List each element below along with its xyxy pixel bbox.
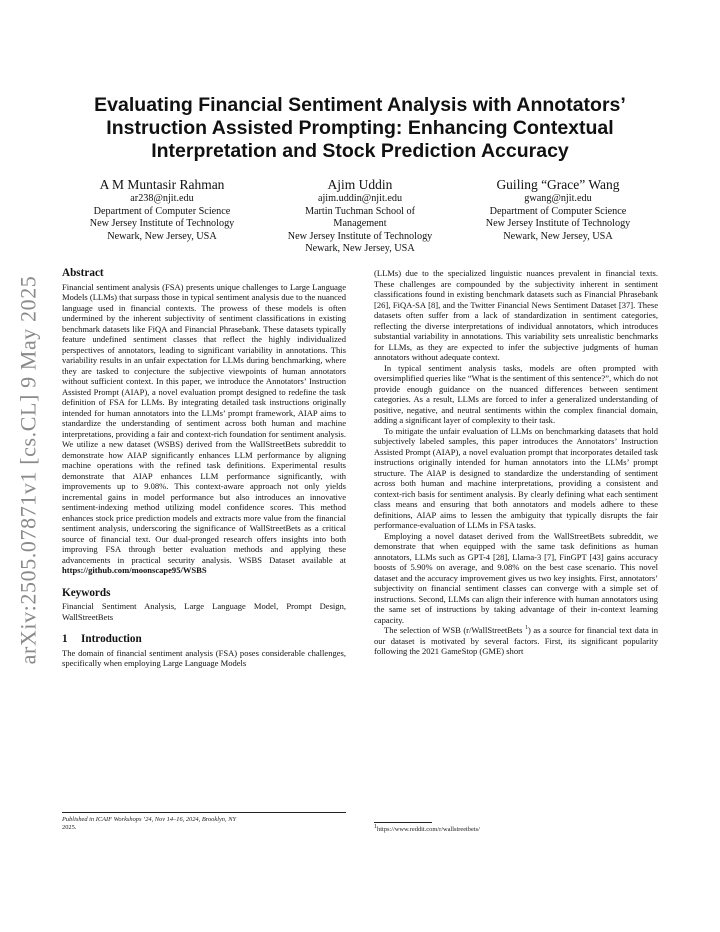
keywords-heading: Keywords xyxy=(62,586,111,599)
title-line: Interpretation and Stock Prediction Accuracy xyxy=(151,140,569,162)
author-email: ajim.uddin@njit.edu xyxy=(317,193,403,204)
abstract-body xyxy=(62,282,346,576)
intro-text: ) as a source for financial text data in our dataset is motivated by several factors. First, its significant popularity following the 2021 GameStop (GME) short xyxy=(374,625,658,656)
paper-title xyxy=(62,94,658,163)
footnote-rule-left xyxy=(62,812,346,813)
author-3 xyxy=(458,176,658,256)
author-affiliation-line: Management xyxy=(333,218,387,229)
author-affiliation-line: New Jersey Institute of Technology xyxy=(89,218,235,229)
author-affiliation-line: Department of Computer Science xyxy=(93,205,231,217)
title-line: Evaluating Financial Sentiment Analysis with Annotators’ xyxy=(94,94,626,116)
author-affiliation-line: New Jersey Institute of Technology xyxy=(287,230,433,242)
author-block xyxy=(62,176,658,256)
footnote-url[interactable]: https://www.reddit.com/r/wallstreetbets/ xyxy=(377,826,480,833)
introduction-heading xyxy=(62,634,346,645)
arxiv-stamp xyxy=(8,260,48,680)
intro-text: The selection of WSB (r/WallStreetBets xyxy=(384,625,523,635)
author-email: ar238@njit.edu xyxy=(130,193,194,204)
author-affiliation-line: Newark, New Jersey, USA xyxy=(107,230,217,242)
author-email: gwang@njit.edu xyxy=(524,193,592,204)
footnote-1 xyxy=(374,823,658,834)
publication-year: 2025. xyxy=(62,824,77,831)
dataset-link[interactable]: https://github.com/moonscape95/WSBS xyxy=(62,565,207,575)
author-affiliation-line: Newark, New Jersey, USA xyxy=(503,230,613,242)
footnote-rule-right xyxy=(374,822,432,823)
publication-venue: Published in ICAIF Workshops ’24, Nov 14–16, 2024, Brooklyn, NY xyxy=(62,816,237,823)
left-column xyxy=(62,268,346,669)
author-name: A M Muntasir Rahman xyxy=(99,177,225,192)
intro-paragraph: In typical sentiment analysis tasks, models are often prompted with oversimplified queries like “What is the sentiment of this sentence?”, which do not provide enough guidance on the nuanced differences between sentiment categories. As a result, LLMs are forced to infer a generalized understanding of positive, negative, and neutral sentiments within the complex financial domain, adding a significant layer of complexity to their task. xyxy=(374,362,658,425)
footnote-number: 1 xyxy=(374,823,377,830)
author-2 xyxy=(262,176,458,256)
keywords-body: Financial Sentiment Analysis, Large Language Model, Prompt Design, WallStreetBets xyxy=(62,601,346,622)
title-line: Instruction Assisted Prompting: Enhancing Contextual xyxy=(106,117,614,139)
author-affiliation-line: Department of Computer Science xyxy=(489,205,627,217)
author-affiliation-line: Martin Tuchman School of xyxy=(304,205,416,217)
section-title: Introduction xyxy=(81,633,142,645)
intro-paragraph xyxy=(374,625,658,657)
intro-paragraph: To mitigate the unfair evaluation of LLMs on benchmarking datasets that hold subjectively labeled samples, this paper introduces the Annotators’ Instruction Assisted Prompt (AIAP), a novel evaluation prompt that incorporates detailed task instructions originally intended for human annotators into the LLMs’ prompt structure. The AIAP is designed to standardize the understanding of sentiment across both human and machine interpretations, providing a consistent and context-rich basis for sentiment analysis. By clearly defining what each sentiment class means and ensuring that both annotators and models adhere to these definitions, AIAP aims to lessen the ambiguity that typically disrupts the fair performance-evaluation of LLMs in FSA tasks. xyxy=(374,425,658,530)
intro-paragraph: (LLMs) due to the specialized linguistic nuances prevalent in financial texts. These challenges are compounded by the subjectivity inherent in sentiment classifications found in existing benchmark datasets such as Financial Phrasebank [26], FiQA-SA [8], and the Twitter Financial News Sentiment Dataset [37]. These datasets often suffer from a lack of standardization in sentiment categories, reflecting the diverse interpretations of individual annotators, which introduces substantial variability in annotations. This variability sets unrealistic benchmarks for LLMs, as they are expected to infer the subjective judgments of human annotators without adequate context. xyxy=(374,268,658,362)
abstract-text: Financial sentiment analysis (FSA) presents unique challenges to Large Language Models (LLMs) that surpass those in typical sentiment analysis due to the nuanced language used in financial contexts. The prowess of these models is often undermined by the inherent subjectivity of sentiment classifications in existing benchmark datasets like FiQA and Financial Phrasebank. These datasets typically feature undefined sentiment classes that reflect the highly individualized perspectives of annotators, leading to significant variability in annotations. This variability results in an unfair expectation for LLMs during benchmarking, where they are tasked to conjecture the subjective viewpoints of human annotators without sufficient context. In this paper, we introduce the Annotators’ Instruction Assisted Prompt (AIAP), a novel evaluation prompt designed to redefine the task definition of FSA for LLMs. By integrating detailed task instructions originally intended for human annotators into the LLMs’ prompt framework, AIAP aims to standardize the understanding of sentiment across both human and machine interpretations, providing a fair and context-rich foundation for sentiment analysis. We utilize a new dataset (WSBS) derived from the WallStreetBets subreddit to demonstrate how AIAP significantly enhances LLM performance by aligning machine operations with the refined task definitions. Experimental results demonstrate that AIAP enhances LLM performance significantly, with improvements up to 9.08%. This context-aware approach not only yields incremental gains in model performance but also introduces an innovative sentiment-indexing method utilizing model confidence scores. This method enhances stock price prediction models and extracts more value from the financial sentiment analysis, underscoring the significance of WallStreetBets as a critical source of financial text. Our dual-pronged research offers insights into both improving FSA through better evaluation methods and applying these advancements in practical security analysis. WSBS Dataset available at xyxy=(62,281,346,565)
abstract-heading: Abstract xyxy=(62,267,104,279)
author-1 xyxy=(62,176,262,256)
arxiv-stamp-text: arXiv:2505.07871v1 [cs.CL] 9 May 2025 xyxy=(15,275,41,665)
author-affiliation-line: New Jersey Institute of Technology xyxy=(485,218,631,229)
section-number: 1 xyxy=(62,633,68,645)
intro-paragraph-left: The domain of financial sentiment analysis (FSA) poses considerable challenges, specifically when employing Large Language Models xyxy=(62,647,346,668)
intro-paragraph: Employing a novel dataset derived from the WallStreetBets subreddit, we demonstrate that when equipped with the same task definitions as human annotators, LLMs such as GPT-4 [28], Llama-3 [7], FinGPT [43] gains accuracy boosts of 5.90% on average, and 9.08% on the best case scenario. This novel dataset and the accuracy improvement gives us two key insights. First, annotators’ subjectivity on financial sentiment classes can converge with a simple set of instructions. Second, LLMs can align their inference with human annotators using the same set of instructions by taking advantage of their in-context learning capacity. xyxy=(374,530,658,625)
author-affiliation-line: Newark, New Jersey, USA xyxy=(305,243,415,254)
author-name: Guiling “Grace” Wang xyxy=(496,177,620,192)
footnote-marker[interactable]: 1 xyxy=(525,625,528,632)
author-name: Ajim Uddin xyxy=(327,177,393,192)
publication-note xyxy=(62,816,346,832)
right-column xyxy=(374,268,658,657)
